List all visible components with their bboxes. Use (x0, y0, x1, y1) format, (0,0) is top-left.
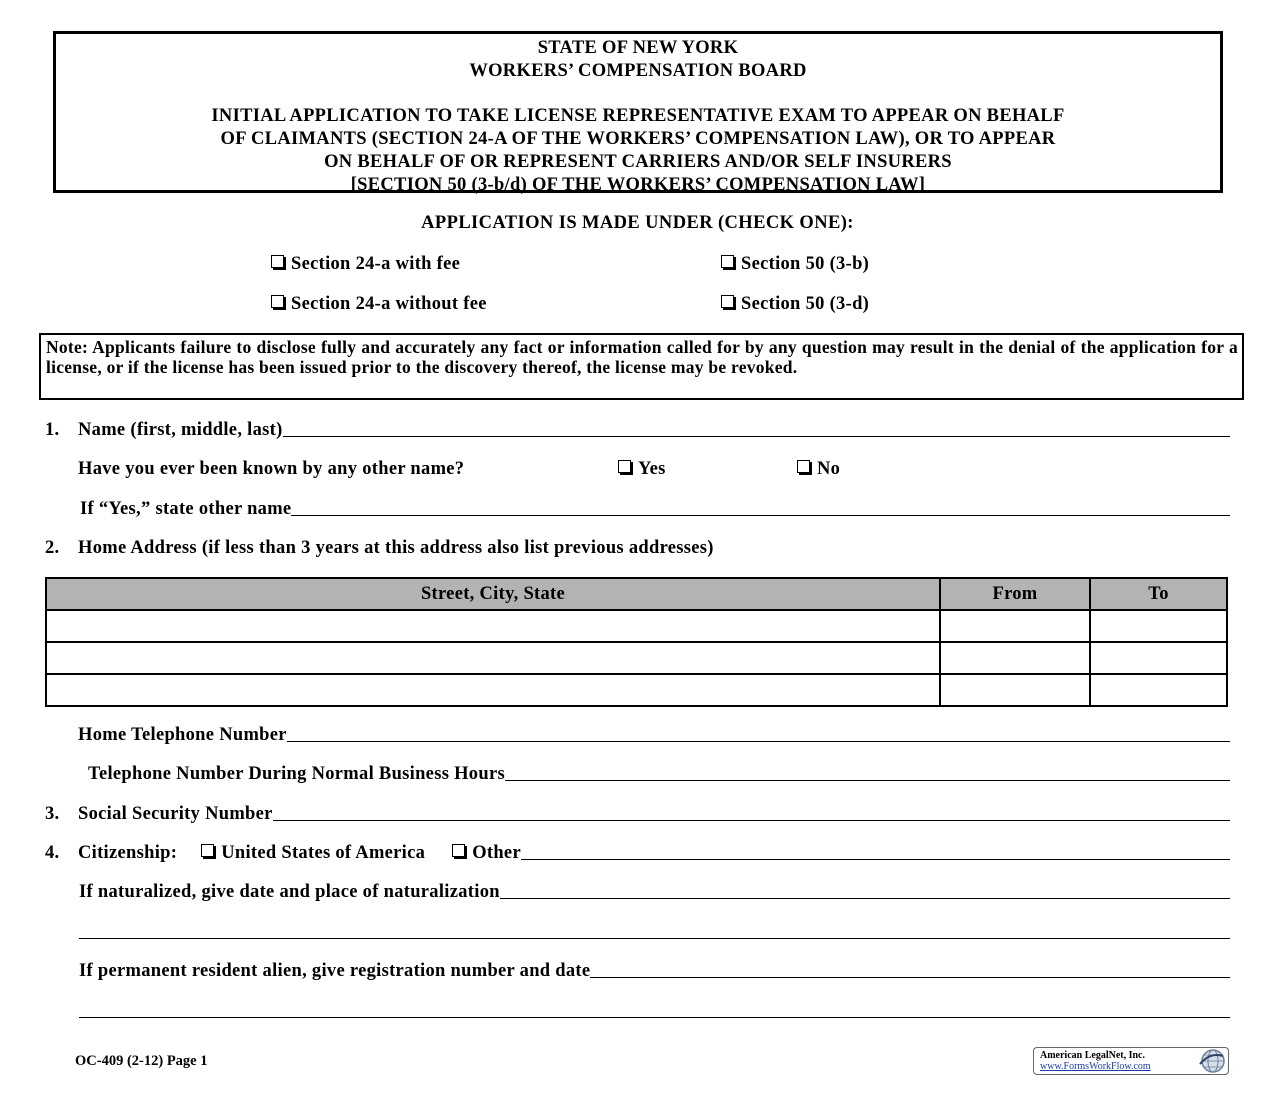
option-section-50-3b[interactable]: Section 50 (3-b) (721, 254, 869, 275)
address-cell[interactable] (46, 642, 940, 674)
citizenship-usa-option[interactable]: United States of America (201, 843, 425, 864)
naturalized-label: If naturalized, give date and place of naturalization (79, 882, 500, 902)
citizenship-label: Citizenship: (78, 843, 178, 863)
application-heading: APPLICATION IS MADE UNDER (CHECK ONE): (421, 213, 854, 233)
table-row (46, 610, 1227, 642)
naturalized-row (79, 882, 1230, 903)
from-cell[interactable] (940, 610, 1090, 642)
form-title-line-3: ON BEHALF OF OR REPRESENT CARRIERS AND/OR SELF INSURERS (324, 152, 952, 172)
other-name-question: Have you ever been known by any other name? (78, 459, 465, 479)
other-name-input-line[interactable] (291, 514, 1230, 516)
other-name-yes[interactable]: Yes (618, 459, 666, 480)
logo-url-link[interactable]: www.FormsWorkFlow.com (1040, 1061, 1151, 1072)
option-section-50-3d[interactable]: Section 50 (3-d) (721, 294, 869, 315)
form-title-line-2: OF CLAIMANTS (SECTION 24-A OF THE WORKERS’ COMPENSATION LAW), OR TO APPEAR (220, 129, 1056, 149)
home-phone-input-line[interactable] (287, 740, 1230, 742)
resident-alien-input-line[interactable] (590, 976, 1230, 978)
board-name: WORKERS’ COMPENSATION BOARD (469, 61, 807, 81)
checkbox-icon[interactable] (721, 255, 734, 268)
to-cell[interactable] (1090, 642, 1227, 674)
column-street-city-state: Street, City, State (46, 578, 940, 610)
naturalized-input-line[interactable] (500, 897, 1230, 899)
disclosure-note: Note: Applicants failure to disclose fully and accurately any fact or information called for by any question may result in the denial of the application for a license, or if the license has been issued prior to the discovery thereof, the license may be revoked. (39, 333, 1244, 400)
resident-alien-input-line-2[interactable] (79, 1017, 1230, 1018)
form-code: OC-409 (2-12) Page 1 (75, 1053, 208, 1069)
state-name: STATE OF NEW YORK (537, 38, 739, 58)
address-cell[interactable] (46, 610, 940, 642)
address-table (45, 577, 1228, 707)
home-phone-row (78, 725, 1230, 746)
naturalized-input-line-2[interactable] (79, 938, 1230, 939)
citizenship-row: 4. Citizenship: United States of America Other (45, 843, 1230, 864)
checkbox-icon[interactable] (201, 844, 214, 857)
other-name-field-row (80, 499, 1230, 520)
column-from: From (940, 578, 1090, 610)
checkbox-icon[interactable] (271, 295, 284, 308)
from-cell[interactable] (940, 642, 1090, 674)
column-to: To (1090, 578, 1227, 610)
ssn-label: Social Security Number (78, 804, 273, 824)
name-input-line[interactable] (283, 435, 1230, 437)
option-section-24a-without-fee[interactable]: Section 24-a without fee (271, 294, 487, 315)
globe-icon (1196, 1048, 1226, 1074)
address-cell[interactable] (46, 674, 940, 706)
name-label: Name (first, middle, last) (78, 420, 283, 440)
business-phone-label: Telephone Number During Normal Business Hours (88, 764, 505, 784)
resident-alien-row (79, 961, 1230, 982)
form-title-line-1: INITIAL APPLICATION TO TAKE LICENSE REPRESENTATIVE EXAM TO APPEAR ON BEHALF (211, 106, 1065, 126)
name-field-row: 1. Name (first, middle, last) (45, 420, 1230, 441)
checkbox-icon[interactable] (797, 460, 810, 473)
home-address-heading: 2. Home Address (if less than 3 years at this address also list previous addresses) (45, 538, 714, 558)
home-phone-label: Home Telephone Number (78, 725, 287, 745)
option-section-24a-with-fee[interactable]: Section 24-a with fee (271, 254, 460, 275)
ssn-row: 3. Social Security Number (45, 804, 1230, 825)
table-row (46, 674, 1227, 706)
form-title-line-4: [SECTION 50 (3-b/d) OF THE WORKERS’ COMPENSATION LAW] (350, 175, 926, 195)
other-name-label: If “Yes,” state other name (80, 499, 292, 519)
to-cell[interactable] (1090, 674, 1227, 706)
checkbox-icon[interactable] (618, 460, 631, 473)
checkbox-icon[interactable] (721, 295, 734, 308)
business-phone-row (88, 764, 1230, 785)
form-header (53, 31, 1223, 193)
business-phone-input-line[interactable] (505, 779, 1230, 781)
checkbox-icon[interactable] (452, 844, 465, 857)
to-cell[interactable] (1090, 610, 1227, 642)
publisher-logo[interactable] (1033, 1047, 1229, 1075)
logo-company-name: American LegalNet, Inc. (1040, 1050, 1145, 1061)
table-row (46, 642, 1227, 674)
citizenship-other-option[interactable]: Other (452, 843, 521, 864)
other-name-no[interactable]: No (797, 459, 840, 480)
citizenship-other-input-line[interactable] (521, 858, 1230, 860)
ssn-input-line[interactable] (273, 819, 1230, 821)
resident-alien-label: If permanent resident alien, give registration number and date (79, 961, 591, 981)
from-cell[interactable] (940, 674, 1090, 706)
checkbox-icon[interactable] (271, 255, 284, 268)
